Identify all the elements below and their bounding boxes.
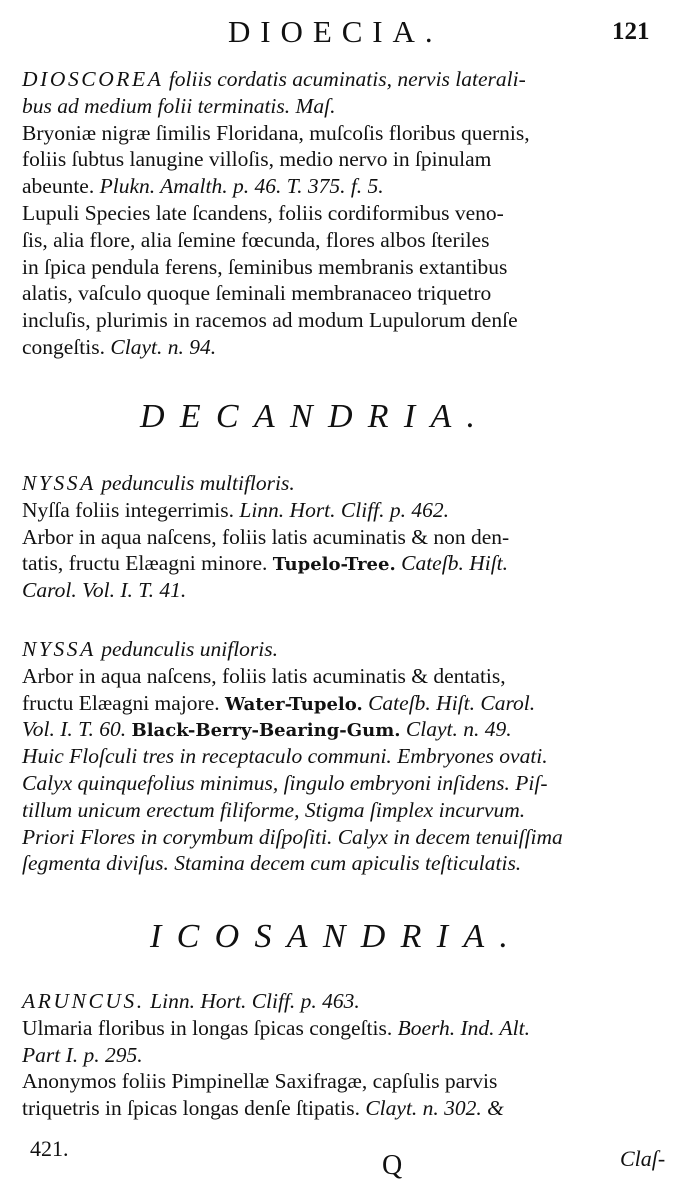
roman-text: Arbor in aqua naſcens, foliis latis acuminatis & dentatis, bbox=[22, 663, 506, 688]
roman-text: abeunte. bbox=[22, 174, 100, 199]
text-line bbox=[22, 146, 673, 172]
page-number: 121 bbox=[612, 18, 650, 45]
text-line bbox=[22, 120, 673, 146]
text-line bbox=[22, 93, 673, 119]
genus-name: NYSSA bbox=[22, 637, 96, 661]
italic-text: bus ad medium folii terminatis. Maſ. bbox=[22, 93, 336, 118]
text-line bbox=[22, 690, 673, 718]
roman-text: alatis, vaſculo quoque ſeminali membranaceo triquetro bbox=[22, 281, 492, 306]
text-line bbox=[22, 797, 673, 823]
text-line bbox=[22, 470, 673, 496]
roman-text: tatis, fructu Elæagni minore. bbox=[22, 551, 273, 576]
roman-text: in ſpica pendula ferens, ſeminibus membranis extantibus bbox=[22, 254, 508, 279]
italic-text: Carol. Vol. I. T. 41. bbox=[22, 578, 187, 603]
roman-text: Nyſſa foliis integerrimis. bbox=[22, 497, 240, 522]
roman-text: fructu Elæagni majore. bbox=[22, 690, 225, 715]
text-line bbox=[22, 850, 673, 876]
catchword: Claſ- bbox=[620, 1146, 666, 1171]
text-line bbox=[22, 770, 673, 796]
text-line bbox=[22, 66, 673, 92]
running-head: DIOECIA. bbox=[228, 14, 443, 49]
text-line bbox=[22, 577, 673, 603]
citation: Cateſb. Hiſt. bbox=[395, 551, 509, 576]
diagnosis: pedunculis unifloris. bbox=[95, 637, 278, 661]
text-line bbox=[22, 1068, 673, 1094]
text-line bbox=[22, 716, 673, 744]
italic-text: Calyx quinquefolius minimus, ſingulo embryoni inſidens. Piſ- bbox=[22, 771, 548, 795]
roman-text: Bryoniæ nigræ ſimilis Floridana, muſcoſis floribus quernis, bbox=[22, 120, 530, 145]
diagnosis: Linn. Hort. Cliff. p. 463. bbox=[144, 989, 360, 1013]
text-line bbox=[22, 1015, 673, 1041]
genus-name: DIOSCOREA bbox=[22, 67, 164, 91]
roman-text: Anonymos foliis Pimpinellæ Saxifragæ, capſulis parvis bbox=[22, 1069, 498, 1094]
diagnosis: pedunculis multifloris. bbox=[95, 471, 295, 495]
blackletter-name: Tupelo-Tree. bbox=[272, 554, 396, 576]
text-line bbox=[22, 988, 673, 1014]
citation: Boerh. Ind. Alt. bbox=[397, 1015, 530, 1040]
text-line bbox=[22, 173, 673, 199]
text-line bbox=[22, 280, 673, 306]
roman-text: congeſtis. bbox=[22, 335, 111, 359]
text-line bbox=[22, 254, 673, 280]
citation: Linn. Hort. Cliff. p. 462. bbox=[239, 497, 450, 522]
section-heading-decandria: DECANDRIA. bbox=[140, 398, 491, 435]
text-line bbox=[22, 824, 673, 850]
citation: Clayt. n. 49. bbox=[400, 717, 512, 742]
text-line bbox=[22, 497, 673, 523]
diagnosis: foliis cordatis acuminatis, nervis laterali- bbox=[163, 67, 526, 91]
text-line bbox=[22, 334, 673, 360]
italic-text: ſegmenta diviſus. Stamina decem cum apiculis teſticulatis. bbox=[22, 851, 522, 876]
signature-mark: Q bbox=[382, 1150, 403, 1181]
citation: Cateſb. Hiſt. Carol. bbox=[362, 690, 536, 715]
citation: Clayt. n. 302. & bbox=[365, 1096, 504, 1121]
text-line bbox=[22, 743, 673, 769]
text-line bbox=[22, 227, 673, 253]
citation: Plukn. Amalth. p. 46. T. 375. f. 5. bbox=[99, 174, 384, 199]
continued-number: 421. bbox=[30, 1136, 69, 1161]
text-line bbox=[22, 1095, 673, 1121]
section-heading-icosandria: ICOSANDRIA. bbox=[150, 918, 524, 955]
text-line bbox=[22, 636, 673, 662]
text-line bbox=[22, 307, 673, 333]
text-line bbox=[22, 663, 673, 689]
genus-name: NYSSA bbox=[22, 471, 96, 495]
blackletter-name: Water-Tupelo. bbox=[225, 693, 363, 715]
roman-text: foliis ſubtus lanugine villoſis, medio nervo in ſpinulam bbox=[22, 147, 492, 172]
roman-text: ſis, alia flore, alia ſemine fœcunda, flores albos ſteriles bbox=[22, 227, 490, 252]
blackletter-name: Black-Berry-Bearing-Gum. bbox=[131, 720, 401, 742]
roman-text: incluſis, plurimis in racemos ad modum Lupulorum denſe bbox=[22, 308, 518, 333]
italic-text: Priori Flores in corymbum diſpoſiti. Calyx in decem tenuiſſima bbox=[22, 824, 563, 849]
citation: Clayt. n. 94. bbox=[110, 335, 217, 359]
genus-name: ARUNCUS. bbox=[22, 989, 145, 1013]
roman-text: Arbor in aqua naſcens, foliis latis acuminatis & non den- bbox=[22, 524, 510, 549]
roman-text: triquetris in ſpicas longas denſe ſtipatis. bbox=[22, 1096, 366, 1121]
italic-text: tillum unicum erectum filiforme, Stigma ſimplex incurvum. bbox=[22, 797, 526, 822]
italic-text: Huic Floſculi tres in receptaculo communi. Embryones ovati. bbox=[22, 744, 548, 769]
text-line bbox=[22, 550, 673, 578]
roman-text: Ulmaria floribus in longas ſpicas congeſtis. bbox=[22, 1015, 398, 1040]
roman-text: Lupuli Species late ſcandens, foliis cordiformibus veno- bbox=[22, 201, 504, 225]
text-line bbox=[22, 200, 673, 226]
text-line bbox=[22, 524, 673, 550]
italic-text: Part I. p. 295. bbox=[22, 1042, 143, 1067]
citation: Vol. I. T. 60. bbox=[22, 717, 132, 742]
text-line bbox=[22, 1042, 673, 1068]
